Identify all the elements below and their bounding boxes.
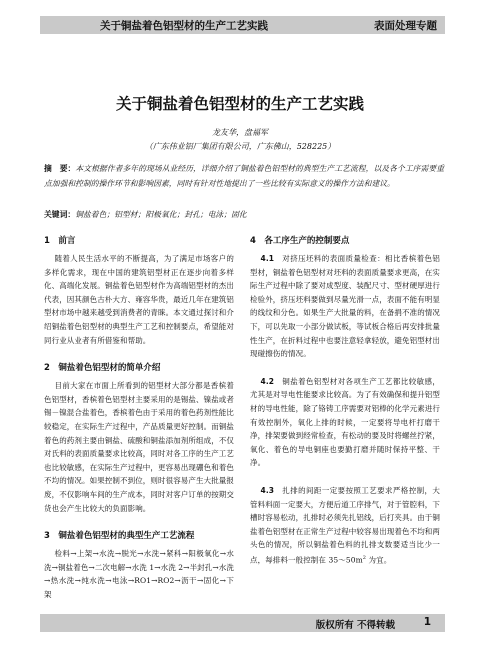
section-4-3-paragraph: [250, 484, 440, 567]
section-4-3-text-end: 为宜。: [366, 555, 392, 565]
section-4-2-text: 铜盐着色铝型材对各项生产工艺都比较敏感，尤其是对导电性能要求比较高。为了有效确保和提升铝型材的导电性能，除了铬铸工序需要对铝棒的化学元素进行有效控制外，氧化上排的时候，一定要将导电杆打磨干净，排架要做到经常检查，有松动的要及时将螺丝拧紧，氧化、着色的导电铜座也要勤打磨并随时保持平整、干净。: [250, 376, 440, 468]
section-4-3-number: 4.3: [260, 485, 275, 495]
abstract-label: 摘 要：: [44, 164, 76, 173]
left-column: [44, 234, 234, 607]
abstract-text: 本文根据作者多年的现场从业经历，详细介绍了铜盐着色铝型材的典型生产工艺流程，以及各个工序需要重点加强和控制的操作环节和影响因素，同时有针对性地提出了一些比较有实际意义的操作方法和建议。: [44, 164, 445, 188]
section-2-title: 2 铜盐着色铝型材的简单介绍: [44, 363, 161, 374]
right-column: [250, 234, 440, 573]
article-authors: 龙友华，盘福军: [212, 128, 268, 137]
keywords: [44, 207, 444, 222]
section-1-title: 1 前言: [44, 236, 76, 246]
section-4-3-text: 扎排的间距一定要按照工艺要求严格控制，大管料料面一定要大，方便后道工序排气，对于管腔料，下槽时容易松动，扎排时必须先扎铝线，后打夹具。由于铜盐着色铝型材在正常生产过程中较容易出现着色不均和两头色的情况，所以铜盐着色料的扎排支数要适当比少一点，每排料一般控制在 35～50m: [250, 485, 440, 565]
section-3-process-flow: 检料→上架→水洗→脱光→水洗→紧科→阳极氧化→水洗→铜盐着色→二次电解→水洗 1→水洗 2→半封孔→水洗→热水洗→纯水洗→电泳→RO1→RO2→沥干→固化→下架: [44, 549, 234, 599]
running-header-title: 关于铜盐着色铝型材的生产工艺实践: [100, 20, 268, 32]
section-4-1-paragraph: [250, 252, 440, 361]
section-4-2-paragraph: [250, 375, 440, 470]
superscript-2: 2: [362, 554, 367, 561]
article-title: 关于铜盐着色铝型材的生产工艺实践: [115, 95, 364, 113]
copyright-notice: 版权所有 不得转载: [315, 620, 395, 631]
section-3-title: 3 铜盐着色铝型材的典型生产工艺流程: [44, 531, 195, 542]
keywords-label: 关键词：: [44, 210, 76, 219]
section-2-paragraph: 目前大家在市面上所看到的铝型材大部分都是香槟着色铝型材，香槟着色铝型材主要采用的是锡盐、镍盐或者锡－镍混合盐着色，香槟着色由于采用的着色药剂性能比较稳定，在实际生产过程中，产品质量更好控制。而铜盐着色的药剂主要由铜盐、硫酸和铜盐添加剂所组成，不仅对氏料的表面质量要求比较高，同时对各工序的生产工艺也比较敏感，在实际生产过程中，更容易出现硼色和着色不均的情况。如果控制不到位，则时很容易产生大批量报废，不仅影响车间的生产成本，同时对客户订单的按期交货也会产生比较大的负面影响。: [44, 381, 234, 513]
section-4-title: 4 各工序生产的控制要点: [250, 236, 350, 246]
running-footer: [40, 614, 445, 632]
keywords-text: 铜盐着色；铝型材；阳极氧化；封孔；电泳；固化: [75, 210, 247, 219]
section-4-1-text: 对挤压坯料的表面质量检查：相比香槟着色铝型材，铜盐着色铝型材对坯料的表面质量要求更高，在实际生产过程中除了要对成型度、装配尺寸、型材硬厚进行检验外，挤压坯料要做到尽量光滑一点，表面不能有明显的线纹和分色。如果生产大批量的料，在备捐不准的情况下，可以先取一小部分做试板，等试板合格后再安排批量性生产，在折料过程中也要注意轻拿轻放，避免铝型材出现碰擦伤的情况。: [250, 254, 440, 359]
section-4-1-number: 4.1: [260, 254, 275, 263]
running-header: [40, 16, 445, 34]
section-1-paragraph: 随着人民生活水平的不断提高，为了满足市场客户的多样化需求，现在中国的建筑铝型材正在逐步向着多样化、高端化发展。铜盐着色铝型材作为高端铝型材的杰出代表，因其颜色古朴大方、雍容华贵，最近几年在建筑铝型材市场中越来越受到消费者的青睐。本文通过探讨和介绍铜盐着色铝型材的典型生产工艺和控制要点，希望能对同行业从业者有所借鉴和帮助。: [44, 254, 234, 345]
running-header-section: 表面处理专题: [374, 20, 437, 32]
section-4-2-number: 4.2: [260, 376, 275, 386]
abstract: [44, 161, 444, 191]
article-affiliation: （广东伟业铝厂集团有限公司，广东佛山，528225）: [144, 142, 336, 151]
page-number: 1: [423, 616, 431, 628]
